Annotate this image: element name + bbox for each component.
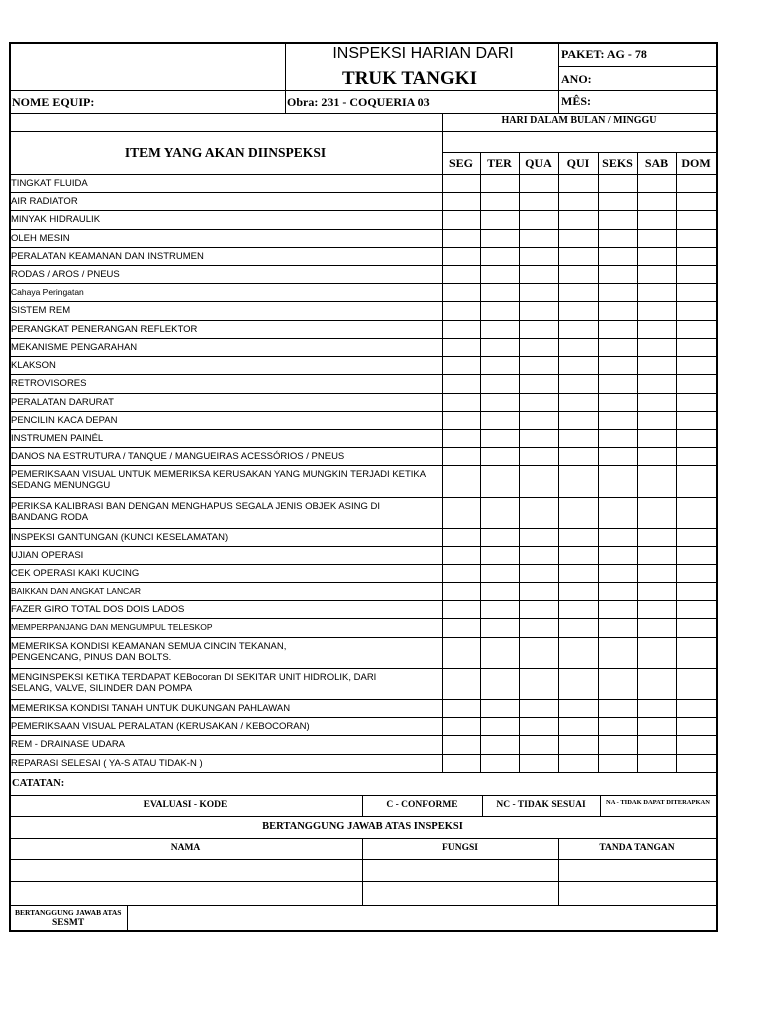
inspection-item: PEMERIKSAAN VISUAL PERALATAN (KERUSAKAN / KEBOCORAN): [11, 721, 310, 732]
item-row-line: [9, 192, 716, 193]
day-header-dom: DOM: [681, 156, 711, 170]
sesmt-line2: SESMT: [52, 918, 85, 928]
item-row-line: [9, 265, 716, 266]
item-row-line: [9, 465, 716, 466]
item-row-line: [9, 772, 716, 773]
inspection-item: DANOS NA ESTRUTURA / TANQUE / MANGUEIRAS ACESSÓRIOS / PNEUS: [11, 451, 345, 462]
form-title-line1: INSPEKSI HARIAN DARI: [332, 45, 514, 62]
inspection-item: PERALATAN DARURAT: [11, 397, 114, 408]
catatan-label: CATATAN:: [12, 778, 65, 789]
nama-label: NAMA: [170, 843, 201, 853]
item-row-line: [9, 546, 716, 547]
inspection-item: SISTEM REM: [11, 305, 71, 316]
header-column: [285, 42, 286, 113]
day-column: [637, 152, 638, 772]
inspection-item: MENGINSPEKSI KETIKA TERDAPAT KEBocoran DI SEKITAR UNIT HIDROLIK, DARI SELANG, VALVE, SILINDER DAN POMPA: [11, 672, 377, 694]
inspection-item: REM - DRAINASE UDARA: [11, 739, 126, 750]
day-header-sab: SAB: [644, 156, 669, 170]
inspection-item: MEMERIKSA KONDISI KEAMANAN SEMUA CINCIN TEKANAN, PENGENCANG, PINUS DAN BOLTS.: [11, 641, 287, 663]
tidak-sesuai-label: NC - TIDAK SESUAI: [496, 800, 586, 810]
item-row-line: [9, 600, 716, 601]
tidak-dapat-label: NA - TIDAK DAPAT DITERAPKAN: [606, 799, 710, 806]
inspection-item: PERANGKAT PENERANGAN REFLEKTOR: [11, 324, 198, 335]
inspection-item: REPARASI SELESAI ( YA-S ATAU TIDAK-N ): [11, 758, 203, 769]
item-column: [442, 174, 443, 772]
item-row-line: [9, 393, 716, 394]
footer-column: [127, 905, 128, 932]
header-divider: [558, 66, 716, 67]
item-row-line: [9, 699, 716, 700]
item-row-line: [9, 717, 716, 718]
header-divider: [442, 152, 716, 153]
inspection-item: KLAKSON: [11, 360, 56, 371]
day-header-qui: QUI: [566, 156, 590, 170]
item-row-line: [9, 564, 716, 565]
mes-label: MÊS:: [561, 94, 591, 108]
item-row-line: [9, 582, 716, 583]
item-row-line: [9, 356, 716, 357]
item-row-line: [9, 528, 716, 529]
tanda-tangan-label: TANDA TANGAN: [599, 843, 675, 853]
item-row-line: [9, 497, 716, 498]
inspection-item: PERALATAN KEAMANAN DAN INSTRUMEN: [11, 251, 204, 262]
item-header: ITEM YANG AKAN DIINSPEKSI: [124, 145, 327, 160]
ano-label: ANO:: [561, 72, 592, 86]
item-row-line: [9, 229, 716, 230]
item-row-line: [9, 429, 716, 430]
day-header-seg: SEG: [448, 156, 473, 170]
inspection-item: INSTRUMEN PAINÉL: [11, 433, 104, 444]
day-header-seks: SEKS: [602, 156, 633, 170]
header-divider: [9, 90, 716, 91]
conforme-label: C - CONFORME: [386, 800, 458, 810]
day-header-qua: QUA: [525, 156, 552, 170]
day-column: [558, 152, 559, 772]
item-row-line: [9, 447, 716, 448]
item-row-line: [9, 411, 716, 412]
item-row-line: [9, 338, 716, 339]
sesmt-line1: BERTANGGUNG JAWAB ATAS: [15, 908, 122, 917]
header-column: [558, 42, 559, 113]
inspection-item: PERIKSA KALIBRASI BAN DENGAN MENGHAPUS SEGALA JENIS OBJEK ASING DI BANDANG RODA: [11, 501, 381, 523]
inspection-item: MEKANISME PENGARAHAN: [11, 342, 138, 353]
day-column: [480, 152, 481, 772]
day-column: [598, 152, 599, 772]
inspection-item: INSPEKSI GANTUNGAN (KUNCI KESELAMATAN): [11, 532, 229, 543]
item-row-line: [9, 320, 716, 321]
paket-label: PAKET: AG - 78: [561, 47, 647, 61]
evaluasi-label: EVALUASI - KODE: [143, 800, 228, 810]
inspection-item: PEMERIKSAAN VISUAL UNTUK MEMERIKSA KERUSAKAN YANG MUNGKIN TERJADI KETIKA SEDANG MENUNGGU: [11, 469, 427, 491]
item-row-line: [9, 754, 716, 755]
header-divider: [9, 113, 716, 114]
inspection-item: MEMPERPANJANG DAN MENGUMPUL TELESKOP: [11, 622, 213, 632]
inspection-item: RODAS / AROS / PNEUS: [11, 269, 120, 280]
form-title-line2: TRUK TANGKI: [342, 68, 477, 89]
footer-line: [9, 816, 716, 817]
inspection-item: RETROVISORES: [11, 378, 87, 389]
nome-equip-label: NOME EQUIP:: [12, 95, 95, 109]
inspection-item: BAIKKAN DAN ANGKAT LANCAR: [11, 586, 142, 596]
inspection-item: MINYAK HIDRAULIK: [11, 214, 101, 225]
item-row-line: [9, 174, 716, 175]
inspection-item: CEK OPERASI KAKI KUCING: [11, 568, 140, 579]
inspection-item: MEMERIKSA KONDISI TANAH UNTUK DUKUNGAN PAHLAWAN: [11, 703, 291, 714]
hari-header: HARI DALAM BULAN / MINGGU: [501, 115, 657, 126]
item-row-line: [9, 668, 716, 669]
inspection-item: OLEH MESIN: [11, 233, 70, 244]
inspection-item: Cahaya Peringatan: [11, 287, 84, 297]
header-divider: [9, 131, 716, 132]
item-row-line: [9, 301, 716, 302]
item-row-line: [9, 618, 716, 619]
item-row-line: [9, 247, 716, 248]
item-row-line: [9, 210, 716, 211]
inspection-item: AIR RADIATOR: [11, 196, 78, 207]
item-row-line: [9, 637, 716, 638]
inspection-item: TINGKAT FLUIDA: [11, 178, 88, 189]
day-header-ter: TER: [487, 156, 512, 170]
day-column: [519, 152, 520, 772]
item-row-line: [9, 283, 716, 284]
header-column: [442, 113, 443, 174]
fungsi-label: FUNGSI: [442, 843, 478, 853]
bertanggung-header: BERTANGGUNG JAWAB ATAS INSPEKSI: [262, 821, 463, 832]
footer-column: [600, 795, 601, 816]
day-column: [676, 152, 677, 772]
item-row-line: [9, 735, 716, 736]
footer-line: [9, 905, 716, 906]
inspection-item: PENCILIN KACA DEPAN: [11, 415, 118, 426]
obra-label: Obra: 231 - COQUERIA 03: [287, 95, 430, 109]
inspection-item: UJIAN OPERASI: [11, 550, 84, 561]
inspection-item: FAZER GIRO TOTAL DOS DOIS LADOS: [11, 604, 185, 615]
item-row-line: [9, 374, 716, 375]
